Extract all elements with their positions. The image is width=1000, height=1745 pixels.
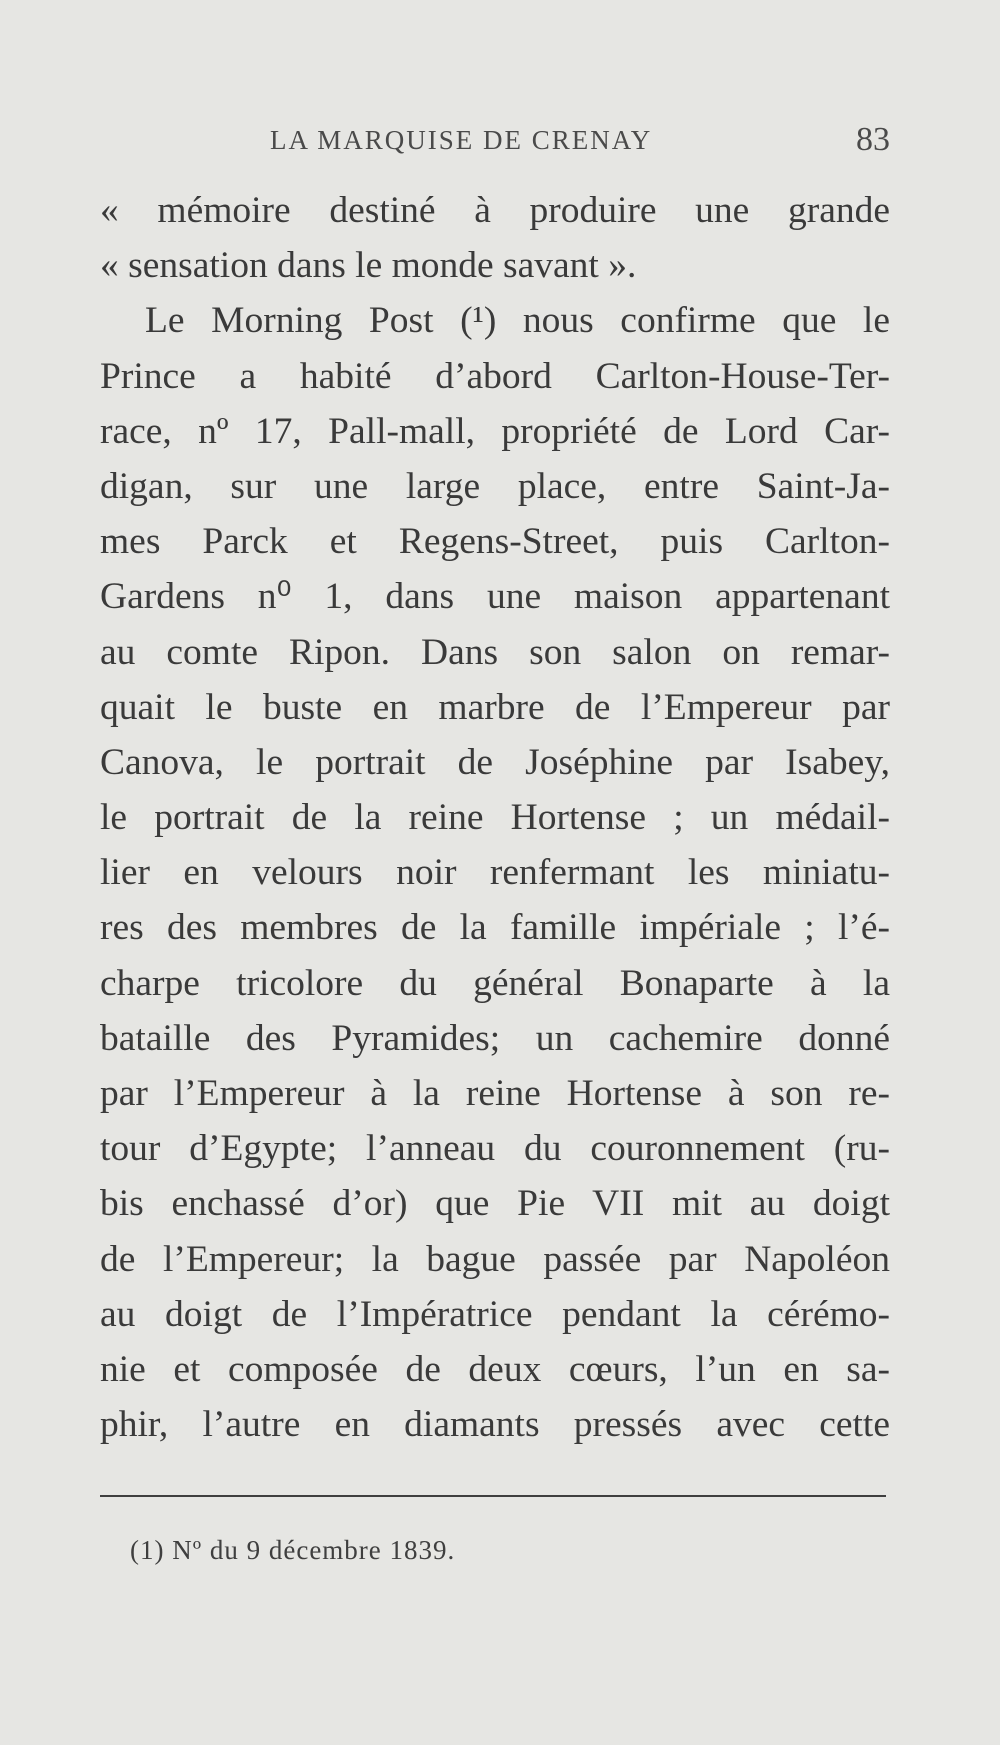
running-title: LA MARQUISE DE CRENAY <box>270 125 653 155</box>
text-line: Le Morning Post (¹) nous confirme que le <box>145 300 890 342</box>
text-line: de l’Empereur; la bague passée par Napoléon <box>100 1238 890 1280</box>
footnote-rule <box>100 1495 886 1497</box>
text-line: au doigt de l’Impératrice pendant la cérémo- <box>100 1293 890 1335</box>
text-line: tour d’Egypte; l’anneau du couronnement (ru- <box>100 1128 890 1170</box>
text-line: bataille des Pyramides; un cachemire donné <box>100 1017 890 1059</box>
text-line: le portrait de la reine Hortense ; un médail- <box>100 797 890 839</box>
page-number: 83 <box>856 121 890 158</box>
text-line: charpe tricolore du général Bonaparte à la <box>100 962 890 1004</box>
text-line: res des membres de la famille impériale ; l’é- <box>100 907 890 949</box>
text-line: lier en velours noir renfermant les miniatu- <box>100 852 890 894</box>
text-line: bis enchassé d’or) que Pie VII mit au doigt <box>100 1183 890 1225</box>
text-line: Gardens n⁰ 1, dans une maison appartenant <box>100 576 890 618</box>
text-line: par l’Empereur à la reine Hortense à son re- <box>100 1073 890 1114</box>
footnote: (1) Nº du 9 décembre 1839. <box>130 1535 456 1565</box>
running-head <box>100 121 890 165</box>
text-line: « mémoire destiné à produire une grande <box>100 190 890 231</box>
text-line: au comte Ripon. Dans son salon on remar- <box>100 631 890 673</box>
text-line: race, nº 17, Pall-mall, propriété de Lord Car- <box>100 410 890 452</box>
text-line: Prince a habité d’abord Carlton-House-Ter- <box>100 355 890 397</box>
text-line: quait le buste en marbre de l’Empereur par <box>100 686 890 728</box>
text-line: nie et composée de deux cœurs, l’un en sa- <box>100 1348 890 1390</box>
text-line: Canova, le portrait de Joséphine par Isabey, <box>100 741 890 783</box>
text-line: mes Parck et Regens-Street, puis Carlton- <box>100 521 890 563</box>
body-text <box>100 183 890 1452</box>
text-line: « sensation dans le monde savant ». <box>100 245 637 287</box>
text-line: phir, l’autre en diamants pressés avec cette <box>100 1404 890 1446</box>
text-line: digan, sur une large place, entre Saint-Ja- <box>100 465 890 507</box>
